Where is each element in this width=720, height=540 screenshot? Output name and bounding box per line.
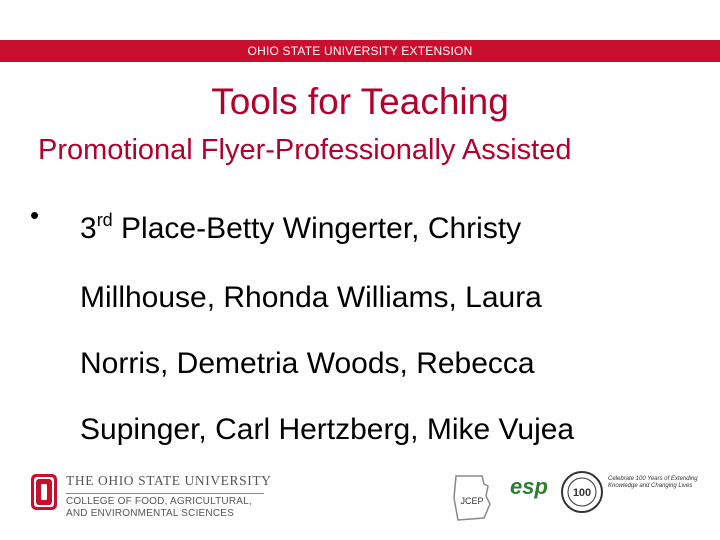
place-number: 3	[80, 212, 97, 245]
college-line-2: AND ENVIRONMENTAL SCIENCES	[66, 508, 235, 519]
divider	[66, 493, 264, 494]
seal-label: 100	[572, 487, 592, 499]
jcep-logo-icon	[452, 474, 492, 522]
top-banner	[0, 40, 720, 62]
bullet-line-1-rest: Place-Betty Wingerter, Christy	[112, 212, 522, 245]
bullet-marker: •	[30, 200, 40, 230]
bullet-line-1	[80, 196, 700, 265]
place-suffix: rd	[96, 210, 113, 230]
bullet-item	[80, 196, 700, 463]
bullet-line-4: Supinger, Carl Hertzberg, Mike Vujea	[80, 413, 575, 446]
slide-title: Tools for Teaching	[211, 81, 509, 122]
bullet-line-2: Millhouse, Rhonda Williams, Laura	[80, 281, 542, 314]
college-line-1: COLLEGE OF FOOD, AGRICULTURAL,	[66, 496, 252, 507]
partner-logos	[452, 468, 697, 528]
block-o-icon	[30, 473, 58, 511]
bullet-line-3: Norris, Demetria Woods, Rebecca	[80, 347, 535, 380]
university-name: THE OHIO STATE UNIVERSITY	[66, 473, 272, 488]
esp-logo: esp	[510, 474, 548, 499]
jcep-label: JCEP	[460, 496, 484, 506]
centennial-seal-icon	[560, 470, 604, 514]
banner-text: OHIO STATE UNIVERSITY EXTENSION	[247, 44, 473, 58]
slide-subtitle: Promotional Flyer-Professionally Assisted	[38, 134, 572, 166]
centennial-tagline: Celebrate 100 Years of Extending Knowledge and Changing Lives	[608, 476, 698, 489]
